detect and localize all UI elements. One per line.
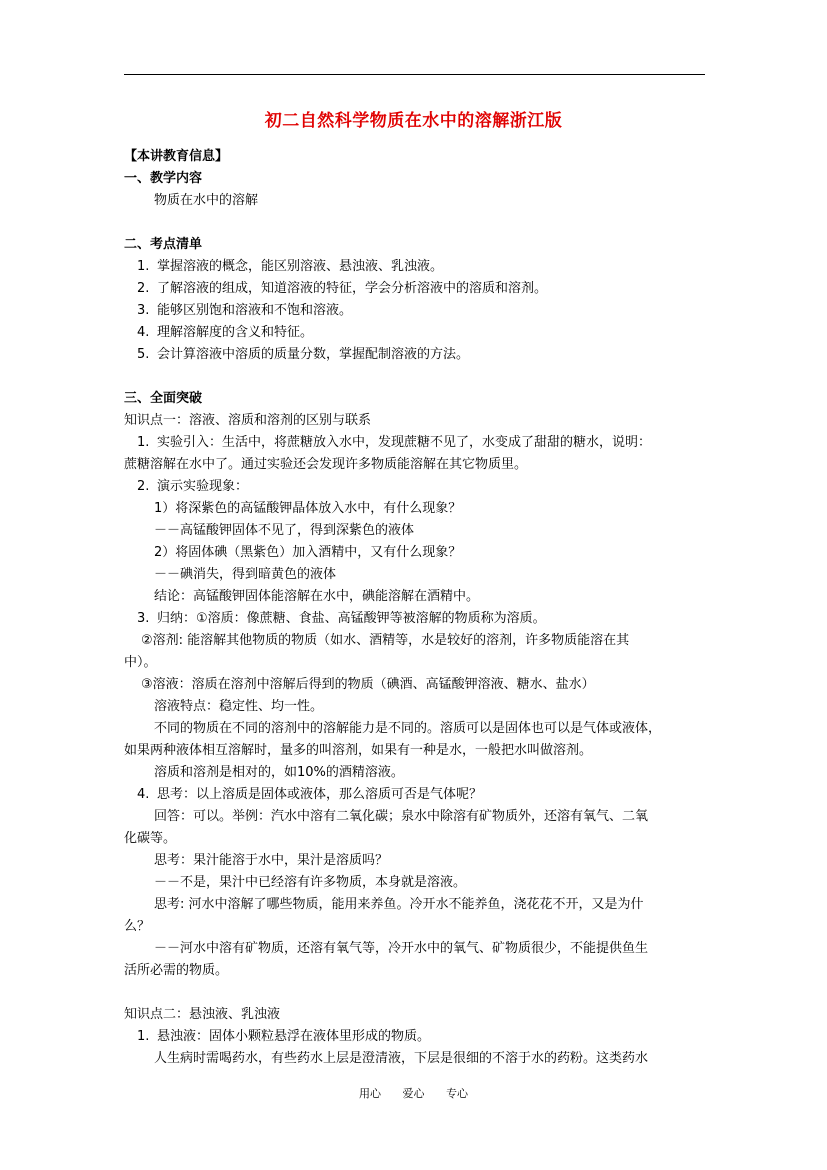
- section-heading-2: 二、考点清单: [124, 237, 203, 252]
- page-title: 初二自然科学物质在水中的溶解浙江版: [264, 111, 563, 131]
- section-heading-1: 一、教学内容: [124, 171, 203, 186]
- list-item: 3. 能够区别饱和溶液和不饱和溶液。: [137, 303, 353, 318]
- paragraph-line: 活所必需的物质。: [124, 963, 229, 978]
- paragraph-line: 2）将固体碘（黑紫色）加入酒精中，又有什么现象？: [154, 545, 462, 560]
- paragraph-line: ③溶液：溶质在溶剂中溶解后得到的物质（碘酒、高锰酸钾溶液、糖水、盐水）: [141, 677, 595, 692]
- paragraph-line: 蔗糖溶解在水中了。通过实验还会发现许多物质能溶解在其它物质里。: [124, 457, 528, 472]
- knowledge-point-1-title: 知识点一：溶液、溶质和溶剂的区别与联系: [124, 413, 372, 428]
- section-heading-3: 三、全面突破: [124, 391, 203, 406]
- footer-text: 专心: [446, 1087, 468, 1100]
- paragraph-line: 回答：可以。举例：汽水中溶有二氧化碳；泉水中除溶有矿物质外，还溶有氧气、二氧: [154, 809, 649, 824]
- page-footer: [0, 1085, 827, 1101]
- list-item: 4. 理解溶解度的含义和特征。: [137, 325, 314, 340]
- paragraph-line: －－高锰酸钾固体不见了，得到深紫色的液体: [154, 523, 415, 538]
- paragraph-line: 思考：果汁能溶于水中，果汁是溶质吗？: [154, 853, 389, 868]
- paragraph-line: 化碳等。: [124, 831, 177, 846]
- paragraph-line: 不同的物质在不同的溶剂中的溶解能力是不同的。溶质可以是固体也可以是气体或液体，: [154, 721, 662, 736]
- knowledge-point-2-title: 知识点二：悬浊液、乳浊液: [124, 1007, 281, 1022]
- paragraph-line: 么？: [124, 919, 151, 934]
- section-1-text: 物质在水中的溶解: [154, 193, 259, 208]
- paragraph-line: 人生病时需喝药水，有些药水上层是澄清液，下层是很细的不溶于水的药粉。这类药水: [154, 1051, 649, 1066]
- paragraph-line: 中）。: [124, 655, 157, 670]
- paragraph-line: 3. 归纳：①溶质：像蔗糖、食盐、高锰酸钾等被溶解的物质称为溶质。: [137, 611, 546, 626]
- paragraph-line: 溶质和溶剂是相对的，如10%的酒精溶液。: [154, 765, 404, 780]
- paragraph-line: 1. 实验引入：生活中，将蔗糖放入水中，发现蔗糖不见了，水变成了甜甜的糖水，说明：: [137, 435, 652, 450]
- list-item: 1. 掌握溶液的概念，能区别溶液、悬浊液、乳浊液。: [137, 259, 444, 274]
- paragraph-line: 4. 思考：以上溶质是固体或液体，那么溶质可否是气体呢？: [137, 787, 483, 802]
- paragraph-line: －－不是，果汁中已经溶有许多物质，本身就是溶液。: [154, 875, 467, 890]
- paragraph-line: 结论：高锰酸钾固体能溶解在水中，碘能溶解在酒精中。: [154, 589, 480, 604]
- header-rule: [124, 74, 705, 75]
- list-item: 5. 会计算溶液中溶质的质量分数，掌握配制溶液的方法。: [137, 347, 470, 362]
- list-item: 2. 了解溶液的组成，知道溶液的特征，学会分析溶液中的溶质和溶剂。: [137, 281, 548, 296]
- paragraph-line: ②溶剂: 能溶解其他物质的物质（如水、酒精等，水是较好的溶剂，许多物质能溶在其: [141, 633, 630, 648]
- paragraph-line: 2. 演示实验现象：: [137, 479, 249, 494]
- paragraph-line: 1. 悬浊液：固体小颗粒悬浮在液体里形成的物质。: [137, 1029, 431, 1044]
- paragraph-line: 1）将深紫色的高锰酸钾晶体放入水中，有什么现象？: [154, 501, 462, 516]
- paragraph-line: 溶液特点：稳定性、均一性。: [154, 699, 324, 714]
- paragraph-line: 如果两种液体相互溶解时，量多的叫溶剂，如果有一种是水，一般把水叫做溶剂。: [124, 743, 593, 758]
- paragraph-line: －－河水中溶有矿物质，还溶有氧气等，冷开水中的氧气、矿物质很少，不能提供鱼生: [154, 941, 649, 956]
- document-body: [124, 146, 709, 1070]
- footer-text: 爱心: [402, 1087, 425, 1100]
- info-header: 【本讲教育信息】: [124, 149, 229, 164]
- footer-text: 用心: [359, 1087, 381, 1100]
- paragraph-line: －－碘消失，得到暗黄色的液体: [154, 567, 337, 582]
- paragraph-line: 思考: 河水中溶解了哪些物质，能用来养鱼。冷开水不能养鱼，浇花花不开，又是为什: [154, 897, 644, 912]
